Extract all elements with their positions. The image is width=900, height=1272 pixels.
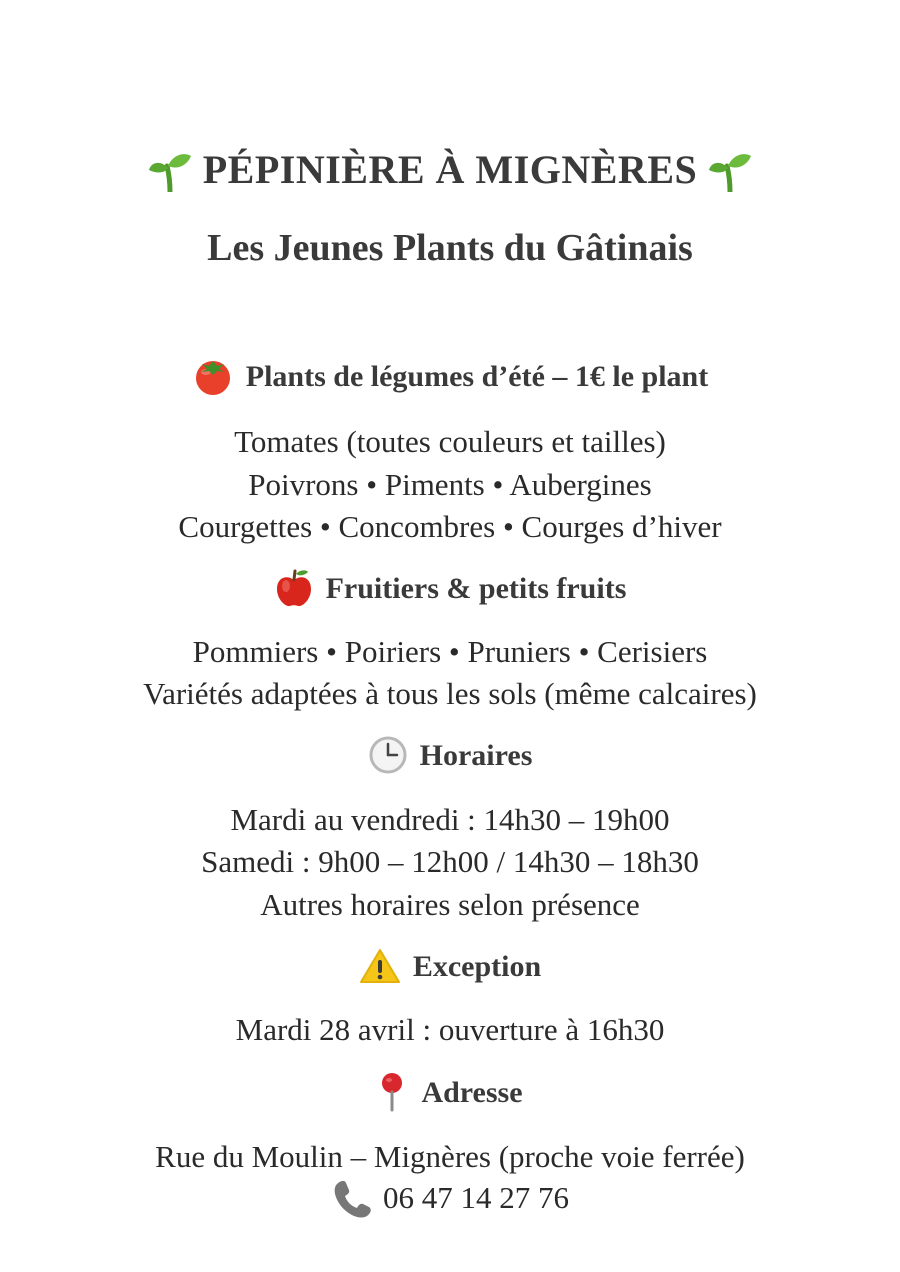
hours-line: Samedi : 9h00 – 12h00 / 14h30 – 18h30 (201, 844, 699, 879)
hours-line: Autres horaires selon présence (260, 887, 640, 922)
exception-line: Mardi 28 avril : ouverture à 16h30 (235, 1012, 665, 1047)
warning-icon (359, 947, 401, 985)
vegetables-heading: Plants de légumes d’été – 1€ le plant (245, 360, 709, 393)
page-subtitle: Les Jeunes Plants du Gâtinais (207, 227, 693, 269)
hours-heading: Horaires (419, 738, 533, 772)
tomato-icon (192, 357, 234, 395)
section-heading-address (0, 1075, 900, 1115)
exception-heading: Exception (412, 950, 542, 983)
title-line (0, 146, 900, 196)
address-line: Rue du Moulin – Mignères (proche voie ferrée) (155, 1139, 745, 1174)
address-heading: Adresse (421, 1075, 523, 1109)
clock-icon (368, 735, 408, 775)
apple-icon (274, 568, 314, 608)
phone-number[interactable]: 06 47 14 27 76 (383, 1180, 569, 1215)
section-heading-hours (0, 738, 900, 778)
fruits-line: Pommiers • Poiriers • Pruniers • Cerisiers (192, 634, 708, 669)
pin-icon (377, 1072, 407, 1112)
section-heading-vegetables (0, 360, 900, 398)
section-heading-fruits (0, 571, 900, 611)
subtitle-line (0, 226, 900, 270)
hours-line: Mardi au vendredi : 14h30 – 19h00 (230, 802, 670, 837)
sprout-icon (147, 148, 193, 192)
vegetables-line: Poivrons • Piments • Aubergines (248, 467, 652, 502)
page-title: PÉPINIÈRE À MIGNÈRES (202, 147, 698, 192)
phone-icon (331, 1178, 373, 1218)
vegetables-line: Tomates (toutes couleurs et tailles) (234, 424, 666, 459)
sprout-icon (707, 148, 753, 192)
section-heading-exception (0, 950, 900, 988)
fruits-heading: Fruitiers & petits fruits (325, 571, 627, 605)
phone-line (0, 1180, 900, 1221)
vegetables-line: Courgettes • Concombres • Courges d’hiver (178, 509, 722, 544)
fruits-line: Variétés adaptées à tous les sols (même calcaires) (143, 676, 757, 711)
